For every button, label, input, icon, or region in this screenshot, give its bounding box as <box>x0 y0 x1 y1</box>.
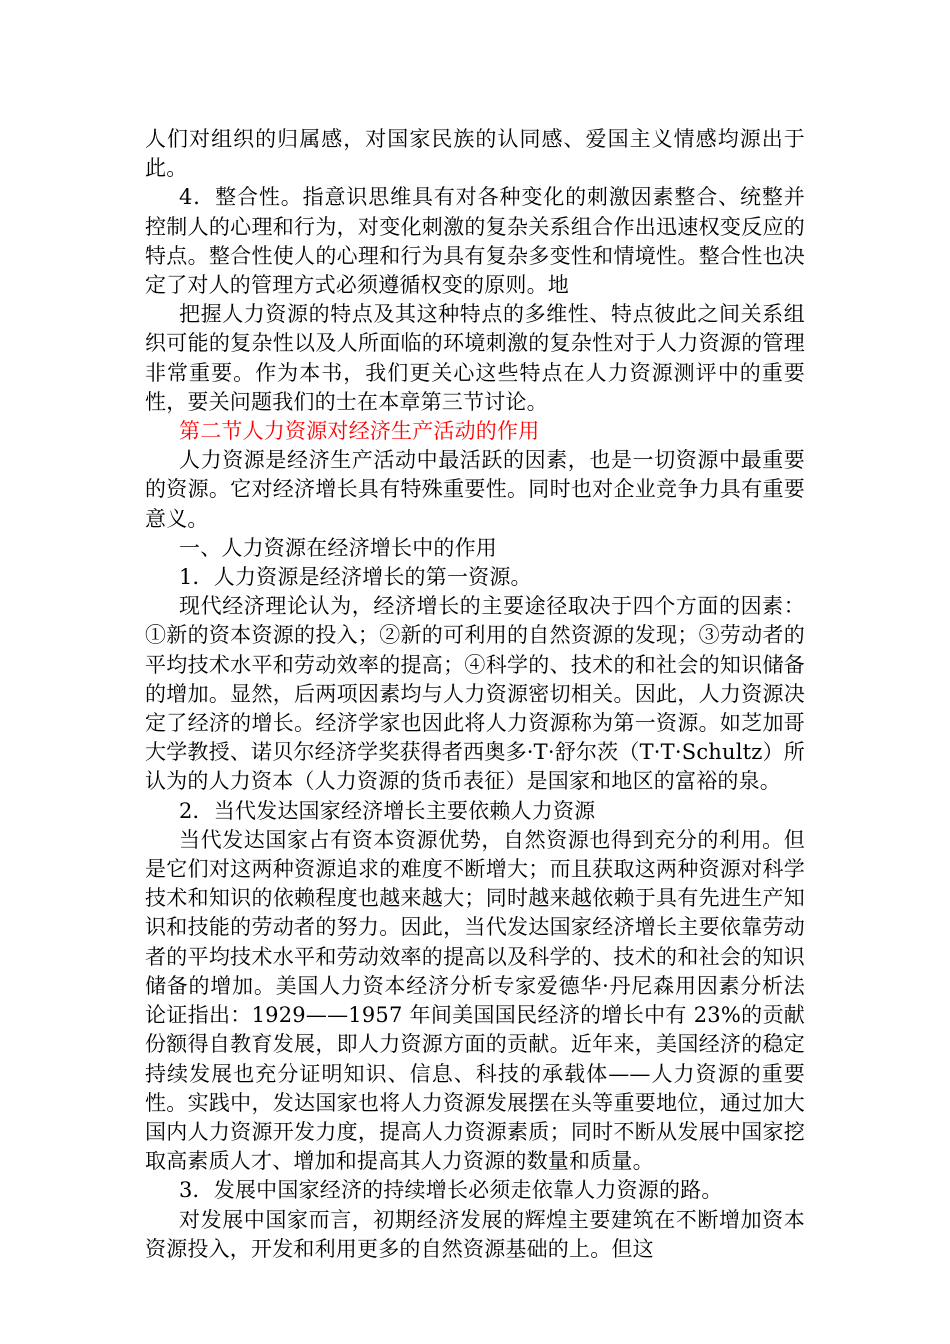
subheading-role-in-growth: 一、人力资源在经济增长中的作用 <box>179 535 497 560</box>
paragraph-intro: 人力资源是经济生产活动中最活跃的因素，也是一切资源中最重要的资源。它对经济增长具有特殊重要性。同时也对企业竞争力具有重要意义。 <box>145 448 805 531</box>
paragraph-characteristics: 把握人力资源的特点及其这种特点的多维性、特点彼此之间关系组织可能的复杂性以及人所面临的环境刺激的复杂性对于人力资源的管理非常重要。作为本书，我们更关心这些特点在人力资源测评中的重要性，要关问题我们的士在本章第三节讨论。 <box>145 302 805 414</box>
paragraph-continuation: 人们对组织的归属感，对国家民族的认同感、爱国主义情感均源出于此。 <box>145 127 805 181</box>
document-page <box>145 125 805 1264</box>
paragraph-developed-countries: 当代发达国家占有资本资源优势，自然资源也得到充分的利用。但是它们对这两种资源追求的难度不断增大；而且获取这两种资源对科学技术和知识的依赖程度也越来越大；同时越来越依赖于具有先进生产知识和技能的劳动者的努力。因此，当代发达国家经济增长主要依靠劳动者的平均技术水平和劳动效率的提高以及科学的、技术的和社会的知识储备的增加。美国人力资本经济分析专家爱德华·丹尼森用因素分析法论证指出：1929——1957 年间美国国民经济的增长中有 23%的贡献份额得自教育发展，即人力资源方面的贡献。近年来，美国经济的稳定持续发展也充分证明知识、信息、科技的承载体——人力资源的重要性。实践中，发达国家也将人力资源发展摆在头等重要地位，通过加大国内人力资源开发力度，提高人力资源素质；同时不断从发展中国家挖取高素质人才、增加和提高其人力资源的数量和质量。 <box>145 827 805 1174</box>
paragraph-developing-countries: 对发展中国家而言，初期经济发展的辉煌主要建筑在不断增加资本资源投入，开发和利用更多的自然资源基础的上。但这 <box>145 1207 805 1261</box>
item-heading-1: 1．人力资源是经济增长的第一资源。 <box>179 565 532 590</box>
item-heading-3: 3．发展中国家经济的持续增长必须走依靠人力资源的路。 <box>179 1178 723 1203</box>
paragraph-integration: 4．整合性。指意识思维具有对各种变化的刺激因素整合、统整并控制人的心理和行为，对变化刺激的复杂关系组合作出迅速权变反应的特点。整合性使人的心理和行为具有复杂多变性和情境性。整合性也决定了对人的管理方式必须遵循权变的原则。地 <box>145 185 805 298</box>
item-heading-2: 2．当代发达国家经济增长主要依赖人力资源 <box>179 798 596 823</box>
paragraph-economic-theory: 现代经济理论认为，经济增长的主要途径取决于四个方面的因素：①新的资本资源的投入；②新的可利用的自然资源的发现；③劳动者的平均技术水平和劳动效率的提高；④科学的、技术的和社会的知识储备的增加。显然，后两项因素均与人力资源密切相关。因此，人力资源决定了经济的增长。经济学家也因此将人力资源称为第一资源。如芝加哥大学教授、诺贝尔经济学奖获得者西奥多·T·舒尔茨（T·T·Schultz）所认为的人力资本（人力资源的货币表征）是国家和地区的富裕的泉。 <box>145 594 805 794</box>
section-heading: 第二节人力资源对经济生产活动的作用 <box>179 419 540 444</box>
